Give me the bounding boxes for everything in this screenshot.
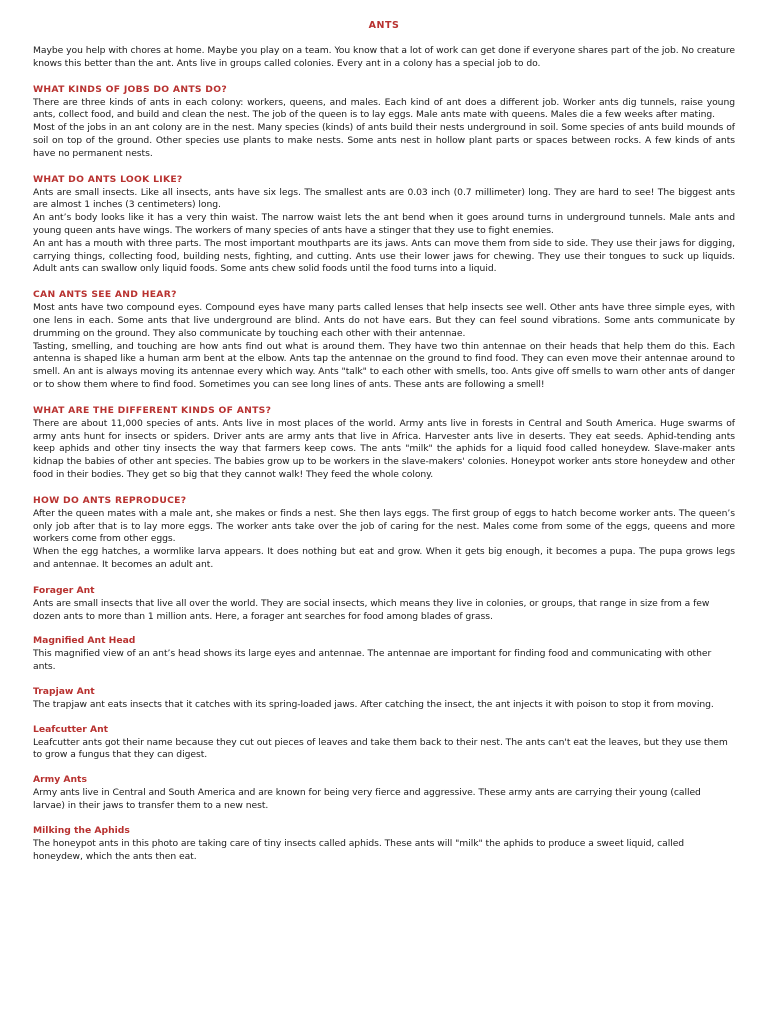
body-paragraph: Ants are small insects. Like all insects, ants have six legs. The smallest ants are 0.03 inch (0.7 millimeter) long. They are hard to see! The biggest ants are almost 1 inches (3 centimeters) long. xyxy=(33,186,735,211)
section-kinds xyxy=(33,405,735,482)
body-paragraph: When the egg hatches, a wormlike larva appears. It does nothing but eat and grow. When it gets big enough, it becomes a pupa. The pupa grows legs and antennae. It becomes an adult ant. xyxy=(33,546,735,570)
section-heading: WHAT DO ANTS LOOK LIKE? xyxy=(33,173,183,185)
caption-heading: Leafcutter Ant xyxy=(33,723,109,735)
body-paragraph: An ant’s body looks like it has a very thin waist. The narrow waist lets the ant bend when it goes around turns in underground tunnels. Male ants and young queen ants have wings. The workers of many species of ants have a stinger that they use to fight enemies. xyxy=(33,212,735,236)
caption-heading: Milking the Aphids xyxy=(33,824,130,836)
section-heading: WHAT KINDS OF JOBS DO ANTS DO? xyxy=(33,83,227,95)
caption-heading: Army Ants xyxy=(33,774,87,786)
section-heading: HOW DO ANTS REPRODUCE? xyxy=(33,494,187,506)
section-look xyxy=(33,174,735,277)
page-title: ANTS xyxy=(368,20,400,31)
caption-heading: Magnified Ant Head xyxy=(33,635,136,647)
caption-magnified-head xyxy=(33,635,735,674)
caption-text: Army ants live in Central and South America and are known for being very fierce and aggressive. These army ants are carrying their young (called larvae) in their jaws to transfer them to a new nest. xyxy=(33,787,701,812)
section-reproduce xyxy=(33,495,735,572)
caption-text: The trapjaw ant eats insects that it catches with its spring-loaded jaws. After catching the insect, the ant injects it with poison to stop it from moving. xyxy=(33,698,714,710)
body-paragraph: Most ants have two compound eyes. Compound eyes have many parts called lenses that help insects see well. Other ants have three simple eyes, with one lens in each. Some ants that live underground are blind. Ants do not have ears. But they can feel sound vibrations. Some ants communicate by drumming on the ground. They also communicate by touching each other with their antennae. xyxy=(33,302,735,339)
caption-text: This magnified view of an ant’s head shows its large eyes and antennae. The antennae are important for finding food and communicating with other ants. xyxy=(33,648,712,673)
body-paragraph: There are about 11,000 species of ants. Ants live in most places of the world. Army ants live in forests in Central and South America. Huge swarms of army ants hunt for insects or spiders. Driver ants are army ants that live in Africa. Harvester ants live in deserts. They eat seeds. Aphid-tending ants keep aphids and other tiny insects the way that farmers keep cows. The ants "milk" the aphids for a liquid food called honeydew. Slave-maker ants kidnap the babies of other ant species. The babies grow up to be workers in the slave-makers' colonies. Honeypot worker ants store honeydew and other food in their bodies. They get so big that they cannot walk! They feed the whole colony. xyxy=(33,417,735,480)
body-paragraph: Most of the jobs in an ant colony are in the nest. Many species (kinds) of ants build their nests underground in soil. Some species of ants build mounds of soil on top of the ground. Other species use plants to make nests. Some ants nest in hollow plant parts or spaces between rocks. A few kinds of ants have no permanent nests. xyxy=(33,122,735,159)
caption-text: Leafcutter ants got their name because they cut out pieces of leaves and take them back to their nest. The ants can't eat the leaves, but they use them to grow a fungus that they can digest. xyxy=(33,736,728,761)
body-paragraph: There are three kinds of ants in each colony: workers, queens, and males. Each kind of ant does a different job. Worker ants dig tunnels, raise young ants, collect food, and build and clean the nest. The job of the queen is to lay eggs. Male ants mate with queens. Males die a few weeks after mating. xyxy=(33,96,735,121)
caption-text: The honeypot ants in this photo are taking care of tiny insects called aphids. These ants will "milk" the aphids to produce a sweet liquid, called honeydew, which the ants then eat. xyxy=(33,837,685,862)
caption-text: Ants are small insects that live all over the world. They are social insects, which means they live in colonies, or groups, that range in size from a few dozen ants to more than 1 million ants. Here, a forager ant searches for food among blades of grass. xyxy=(33,597,710,622)
section-jobs xyxy=(33,84,735,161)
body-paragraph: An ant has a mouth with three parts. The most important mouthparts are its jaws. Ants can move them from side to side. They use their jaws for digging, carrying things, collecting food, building nests, fighting, and cutting. Ants use their lower jaws for chewing. They use their tongues to suck up liquids. Adult ants can swallow only liquid foods. Some ants chew solid foods until the food turns into a liquid. xyxy=(33,237,735,275)
section-see-hear xyxy=(33,289,735,392)
caption-leafcutter-ant xyxy=(33,724,735,763)
caption-heading: Forager Ant xyxy=(33,584,95,596)
section-heading: CAN ANTS SEE AND HEAR? xyxy=(33,289,177,301)
body-paragraph: After the queen mates with a male ant, she makes or finds a nest. She then lays eggs. The first group of eggs to hatch become worker ants. The queen’s only job after that is to lay more eggs. The worker ants take over the job of caring for the nest. Males come from some of the eggs, queens and more workers come from other eggs. xyxy=(33,507,735,545)
caption-milking-aphids xyxy=(33,825,735,864)
caption-heading: Trapjaw Ant xyxy=(33,685,95,697)
intro-paragraph: Maybe you help with chores at home. Maybe you play on a team. You know that a lot of work can get done if everyone shares part of the job. No creature knows this better than the ant. Ants live in groups called colonies. Every ant in a colony has a special job to do. xyxy=(33,45,735,69)
section-heading: WHAT ARE THE DIFFERENT KINDS OF ANTS? xyxy=(33,404,272,416)
intro-section xyxy=(33,45,735,71)
body-paragraph: Tasting, smelling, and touching are how ants find out what is around them. They have two thin antennae on their heads that help them do this. Each antenna is shaped like a human arm bent at the elbow. Ants tap the antennae on the ground to find food. They can even move their antennae around to smell. An ant is always moving its antennae every which way. Ants "talk" to each other with smells, too. Ants give off smells to warn other ants of danger or to show them where to find food. Sometimes you can see long lines of ants. These ants are following a smell! xyxy=(33,340,735,390)
caption-forager-ant xyxy=(33,585,735,624)
caption-army-ants xyxy=(33,774,735,813)
caption-trapjaw-ant xyxy=(33,686,735,712)
